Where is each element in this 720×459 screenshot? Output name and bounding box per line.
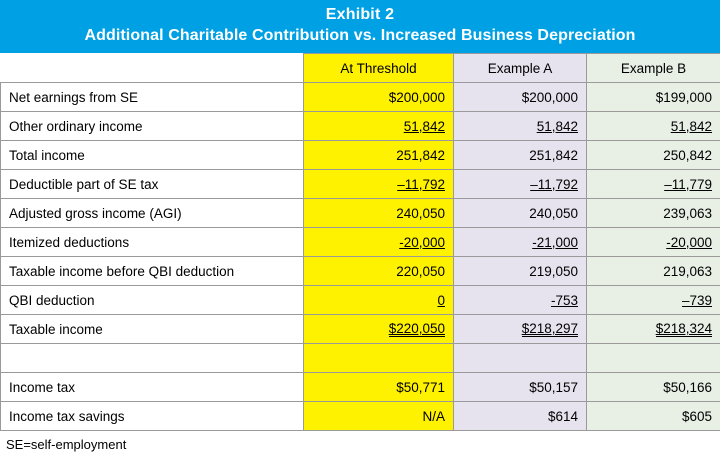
cell-threshold: –11,792 (304, 170, 454, 199)
cell-threshold: 251,842 (304, 141, 454, 170)
cell-threshold: -20,000 (304, 228, 454, 257)
table-row (1, 286, 720, 315)
cell-example-a: -21,000 (454, 228, 587, 257)
cell-example-a: 51,842 (454, 112, 587, 141)
row-label: Income tax (1, 373, 304, 402)
cell-example-b: $50,166 (587, 373, 720, 402)
table-row (1, 315, 720, 344)
cell-example-a: $50,157 (454, 373, 587, 402)
column-header-at-threshold: At Threshold (304, 54, 454, 83)
row-label: Adjusted gross income (AGI) (1, 199, 304, 228)
cell-threshold: $50,771 (304, 373, 454, 402)
table-row (1, 402, 720, 431)
cell-example-a: $614 (454, 402, 587, 431)
cell-example-a: 240,050 (454, 199, 587, 228)
cell-example-a: 251,842 (454, 141, 587, 170)
cell-example-b: –739 (587, 286, 720, 315)
row-label: Deductible part of SE tax (1, 170, 304, 199)
exhibit-header (0, 0, 720, 53)
row-label: Income tax savings (1, 402, 304, 431)
footnote: SE=self-employment (0, 431, 720, 452)
table-row (1, 373, 720, 402)
cell-example-b: $199,000 (587, 83, 720, 112)
row-label: Taxable income before QBI deduction (1, 257, 304, 286)
cell-example-a: -753 (454, 286, 587, 315)
cell-example-b (587, 344, 720, 373)
table-row-spacer (1, 344, 720, 373)
table-row (1, 141, 720, 170)
row-label: QBI deduction (1, 286, 304, 315)
table-row (1, 83, 720, 112)
table-row (1, 170, 720, 199)
cell-threshold (304, 344, 454, 373)
cell-example-a: $218,297 (454, 315, 587, 344)
cell-example-a: 219,050 (454, 257, 587, 286)
cell-example-a: –11,792 (454, 170, 587, 199)
column-header-example-b: Example B (587, 54, 720, 83)
cell-example-b: –11,779 (587, 170, 720, 199)
cell-threshold: $200,000 (304, 83, 454, 112)
cell-example-b: 219,063 (587, 257, 720, 286)
row-label: Itemized deductions (1, 228, 304, 257)
exhibit-label: Exhibit 2 (325, 6, 395, 23)
column-header-example-a: Example A (454, 54, 587, 83)
table-body (1, 83, 720, 431)
cell-threshold: 0 (304, 286, 454, 315)
cell-example-b: $605 (587, 402, 720, 431)
cell-example-b: $218,324 (587, 315, 720, 344)
cell-threshold: 240,050 (304, 199, 454, 228)
cell-threshold: N/A (304, 402, 454, 431)
table-row (1, 112, 720, 141)
comparison-table (0, 53, 720, 431)
cell-threshold: 51,842 (304, 112, 454, 141)
row-label: Other ordinary income (1, 112, 304, 141)
cell-threshold: $220,050 (304, 315, 454, 344)
cell-example-a: $200,000 (454, 83, 587, 112)
cell-example-a (454, 344, 587, 373)
table-row (1, 228, 720, 257)
cell-example-b: 51,842 (587, 112, 720, 141)
row-label: Total income (1, 141, 304, 170)
column-header-blank (1, 54, 304, 83)
cell-example-b: 239,063 (587, 199, 720, 228)
cell-example-b: -20,000 (587, 228, 720, 257)
cell-threshold: 220,050 (304, 257, 454, 286)
table-row (1, 257, 720, 286)
table-row (1, 199, 720, 228)
table-header-row (1, 54, 720, 83)
row-label: Taxable income (1, 315, 304, 344)
row-label (1, 344, 304, 373)
row-label: Net earnings from SE (1, 83, 304, 112)
cell-example-b: 250,842 (587, 141, 720, 170)
exhibit-title: Additional Charitable Contribution vs. Increased Business Depreciation (84, 27, 636, 44)
